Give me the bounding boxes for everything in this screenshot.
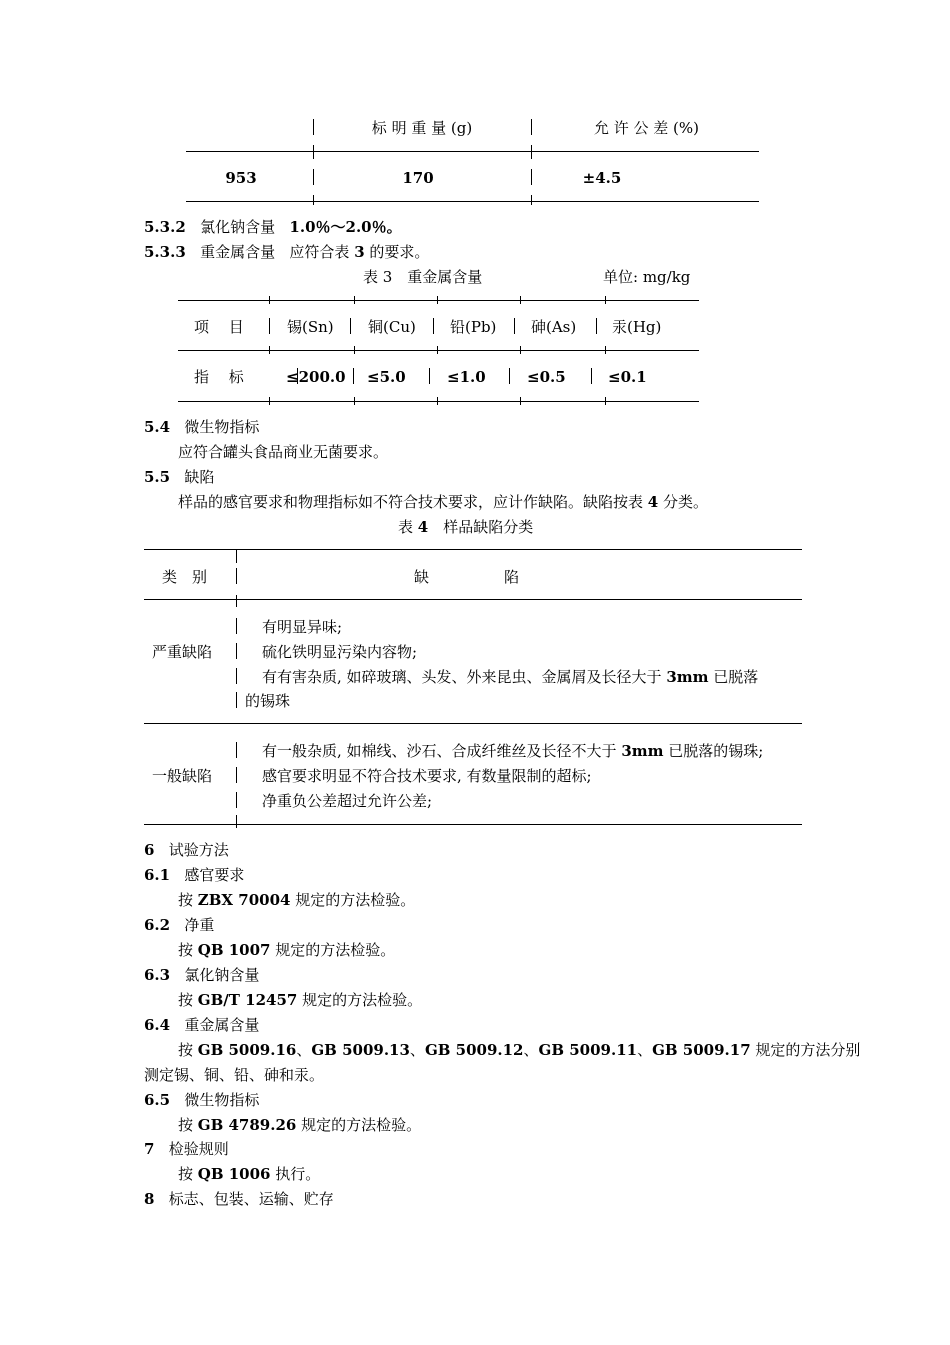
severe-defect-item: 有明显异味;	[262, 618, 343, 636]
table-divider	[236, 618, 237, 634]
cell-code: 953	[225, 169, 257, 187]
section-value: 1.0％～2.0％。	[289, 218, 402, 236]
table-divider	[605, 296, 606, 304]
header-item: 项 目	[194, 318, 244, 336]
table-divider	[236, 595, 237, 607]
table-divider	[269, 397, 270, 405]
section-5-3-2	[144, 217, 402, 237]
table-divider	[236, 792, 237, 808]
table-divider	[313, 169, 314, 185]
table-divider	[520, 346, 521, 354]
table4-caption: 表 4 样品缺陷分类	[398, 518, 534, 536]
section-number: 5.3.3	[144, 243, 186, 261]
table-divider	[531, 195, 532, 205]
severe-defect-label: 严重缺陷	[152, 643, 213, 661]
table-divider	[437, 397, 438, 405]
section-number: 6.4	[144, 1016, 171, 1034]
table-divider	[605, 397, 606, 405]
table-divider	[269, 346, 270, 354]
section-title: 重金属含量	[184, 1016, 260, 1034]
section-title: 标志、包装、运输、贮存	[168, 1190, 334, 1208]
header-tolerance: 允 许 公 差 (%)	[593, 119, 700, 137]
table-divider	[437, 346, 438, 354]
general-defect-label: 一般缺陷	[152, 767, 213, 785]
table-rule	[186, 151, 759, 152]
table-divider	[353, 368, 354, 384]
section-5-5-text: 样品的感官要求和物理指标如不符合技术要求，应计作缺陷。缺陷按表 4 分类。	[178, 493, 708, 511]
table-divider	[509, 368, 510, 384]
table-rule	[178, 401, 699, 402]
section-6-2	[144, 915, 214, 935]
section-number: 5.3.2	[144, 218, 186, 236]
table-divider	[531, 145, 532, 159]
value-mercury: ≤0.1	[608, 368, 647, 386]
value-copper: ≤5.0	[367, 368, 406, 386]
header-category: 类 别	[162, 568, 208, 586]
header-defect: 缺 陷	[414, 568, 520, 586]
section-6-2-text: 按 QB 1007 规定的方法检验。	[178, 941, 396, 959]
section-6-1-text: 按 ZBX 70004 规定的方法检验。	[178, 891, 416, 909]
table-divider	[236, 549, 237, 563]
section-7	[144, 1139, 229, 1159]
table-rule	[178, 300, 699, 301]
section-number: 5.4	[144, 418, 171, 436]
table-divider	[433, 318, 434, 334]
table-divider	[236, 692, 237, 708]
table-divider	[236, 568, 237, 584]
value-lead: ≤1.0	[447, 368, 486, 386]
header-mercury: 汞(Hg)	[612, 318, 662, 336]
general-defect-item: 净重负公差超过允许公差;	[262, 792, 433, 810]
section-number: 6.3	[144, 966, 171, 984]
table-divider	[591, 368, 592, 384]
section-number: 8	[144, 1190, 155, 1208]
section-5-4	[144, 417, 259, 437]
cell-weight: 170	[402, 169, 434, 187]
table-divider	[354, 346, 355, 354]
table-rule	[178, 350, 699, 351]
table-divider	[354, 296, 355, 304]
section-number: 7	[144, 1140, 155, 1158]
section-5-4-text: 应符合罐头食品商业无菌要求。	[178, 443, 389, 461]
table-divider	[236, 668, 237, 684]
table-divider	[531, 119, 532, 135]
section-5-5	[144, 467, 214, 487]
table-divider	[236, 767, 237, 783]
section-title: 检验规则	[168, 1140, 229, 1158]
table-divider	[514, 318, 515, 334]
table-divider	[429, 368, 430, 384]
section-5-3-3	[144, 242, 429, 262]
section-title: 微生物指标	[184, 418, 260, 436]
section-title: 微生物指标	[184, 1091, 260, 1109]
severe-defect-item: 硫化铁明显污染内容物;	[262, 643, 418, 661]
section-6-5	[144, 1090, 259, 1110]
general-defect-item: 有一般杂质, 如棉线、沙石、合成纤维丝及长径不大于 3mm 已脱落的锡珠;	[262, 742, 764, 760]
table-divider	[520, 296, 521, 304]
section-title: 氯化钠含量	[200, 218, 276, 236]
header-arsenic: 砷(As)	[531, 318, 577, 336]
table3-caption: 表 3 重金属含量	[363, 268, 483, 286]
table-divider	[605, 346, 606, 354]
table-rule	[144, 599, 802, 600]
section-text: 应符合表 3 的要求。	[289, 243, 430, 261]
row-label: 指 标	[194, 368, 244, 386]
table-rule	[144, 549, 802, 550]
section-6	[144, 840, 229, 860]
value-tin: ≤200.0	[286, 368, 346, 386]
section-title: 重金属含量	[200, 243, 276, 261]
section-6-5-text: 按 GB 4789.26 规定的方法检验。	[178, 1116, 422, 1134]
table-divider	[354, 397, 355, 405]
header-copper: 铜(Cu)	[368, 318, 416, 336]
table3-unit: 单位: mg/kg	[603, 268, 691, 286]
table-divider	[313, 145, 314, 159]
section-number: 6.2	[144, 916, 171, 934]
table-divider	[313, 119, 314, 135]
value-arsenic: ≤0.5	[527, 368, 566, 386]
table-divider	[269, 318, 270, 334]
section-title: 缺陷	[184, 468, 215, 486]
section-number: 6.1	[144, 866, 171, 884]
section-6-3-text: 按 GB/T 12457 规定的方法检验。	[178, 991, 423, 1009]
table-divider	[520, 397, 521, 405]
table-divider	[236, 643, 237, 659]
section-6-4-text: 按 GB 5009.16、GB 5009.13、GB 5009.12、GB 5009.11、GB 5009.17 规定的方法分别	[178, 1041, 861, 1059]
table-divider	[313, 195, 314, 205]
section-6-4-text-cont: 测定锡、铜、铅、砷和汞。	[144, 1066, 325, 1084]
section-title: 试验方法	[168, 841, 229, 859]
section-number: 6.5	[144, 1091, 171, 1109]
section-title: 感官要求	[184, 866, 245, 884]
section-title: 净重	[184, 916, 215, 934]
table-rule	[144, 824, 802, 825]
header-tin: 锡(Sn)	[287, 318, 334, 336]
table-divider	[596, 318, 597, 334]
severe-defect-item: 有有害杂质, 如碎玻璃、头发、外来昆虫、金属屑及长径大于 3mm 已脱落	[262, 668, 759, 686]
table-divider	[531, 169, 532, 185]
section-6-4	[144, 1015, 259, 1035]
section-number: 5.5	[144, 468, 171, 486]
general-defect-item: 感官要求明显不符合技术要求, 有数量限制的超标;	[262, 767, 592, 785]
section-6-1	[144, 865, 244, 885]
table-divider	[236, 742, 237, 758]
table-rule	[186, 201, 759, 202]
section-6-3	[144, 965, 259, 985]
table-divider	[350, 318, 351, 334]
table-divider	[269, 296, 270, 304]
table-rule	[144, 723, 802, 724]
severe-defect-item: 的锡珠	[245, 692, 291, 710]
header-lead: 铅(Pb)	[450, 318, 497, 336]
header-nominal-weight: 标 明 重 量 (g)	[371, 119, 473, 137]
cell-tolerance: ±4.5	[582, 169, 622, 187]
section-7-text: 按 QB 1006 执行。	[178, 1165, 321, 1183]
section-number: 6	[144, 841, 155, 859]
section-title: 氯化钠含量	[184, 966, 260, 984]
table-divider	[437, 296, 438, 304]
section-8	[144, 1189, 334, 1209]
table-divider	[236, 815, 237, 828]
